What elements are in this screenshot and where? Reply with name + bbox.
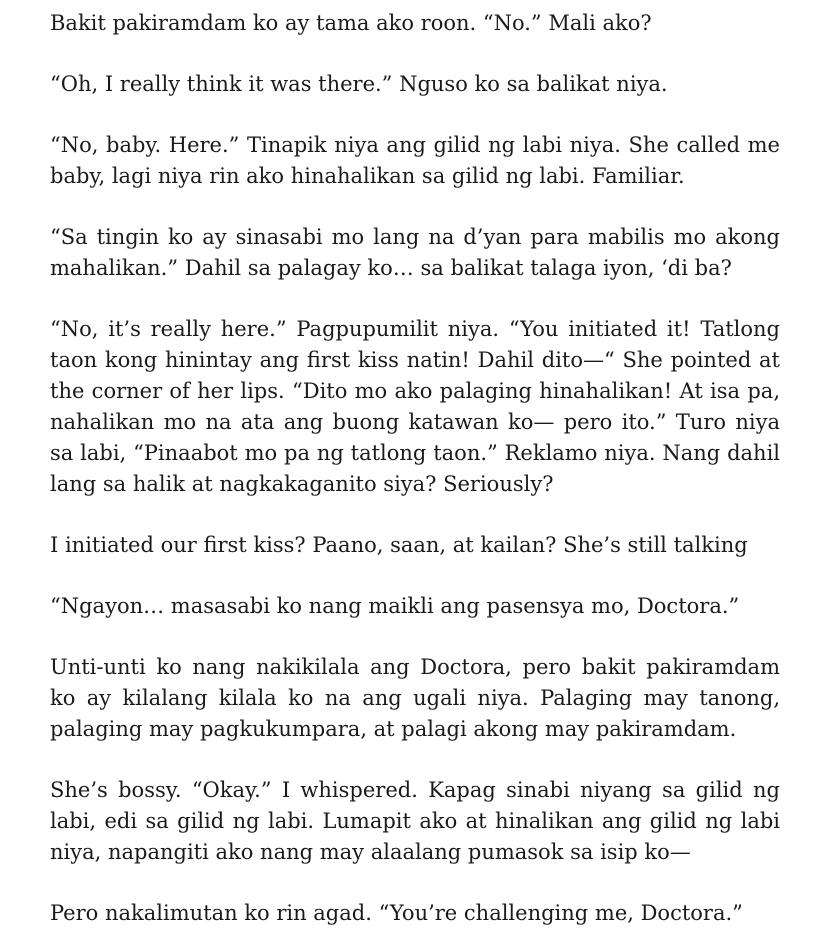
paragraph-10: Pero nakalimutan ko rin agad. “You’re challenging me, Doctora.” [50, 901, 743, 925]
paragraph-5: “No, it’s really here.” Pagpupumilit niya. “You initiated it! Tatlong taon kong hinintay ang first kiss natin! Dahil dito—“ She pointed at the corner of her lips. “Dito mo ako palaging hinahalikan! At isa pa, nahalikan mo na ata ang buong katawan ko— pero ito.” Turo niya sa labi, “Pinaabot mo pa ng tatlong taon.” Reklamo niya. Nang dahil lang sa halik at nagkakaganito siya? Seriously? [50, 317, 780, 496]
document-page [50, 8, 780, 929]
paragraph-1: Bakit pakiramdam ko ay tama ako roon. “No.” Mali ako? [50, 11, 652, 35]
paragraph-8: Unti-unti ko nang nakikilala ang Doctora, pero bakit pakiramdam ko ay kilalang kilala ko na ang ugali niya. Palaging may tanong, palaging may pagkukumpara, at palagi akong may pakiramdam. [50, 655, 780, 741]
paragraph-7: “Ngayon… masasabi ko nang maikli ang pasensya mo, Doctora.” [50, 594, 740, 618]
paragraph-4: “Sa tingin ko ay sinasabi mo lang na d’yan para mabilis mo akong mahalikan.” Dahil sa palagay ko… sa balikat talaga iyon, ‘di ba? [50, 225, 780, 280]
paragraph-2: “Oh, I really think it was there.” Nguso ko sa balikat niya. [50, 72, 668, 96]
paragraph-6: I initiated our first kiss? Paano, saan, at kailan? She’s still talking [50, 533, 748, 557]
paragraph-9: She’s bossy. “Okay.” I whispered. Kapag sinabi niyang sa gilid ng labi, edi sa gilid ng labi. Lumapit ako at hinalikan ang gilid ng labi niya, napangiti ako nang may alaalang pumasok sa isip ko— [50, 778, 780, 864]
paragraph-3: “No, baby. Here.” Tinapik niya ang gilid ng labi niya. She called me baby, lagi niya rin ako hinahalikan sa gilid ng labi. Familiar. [50, 133, 780, 188]
